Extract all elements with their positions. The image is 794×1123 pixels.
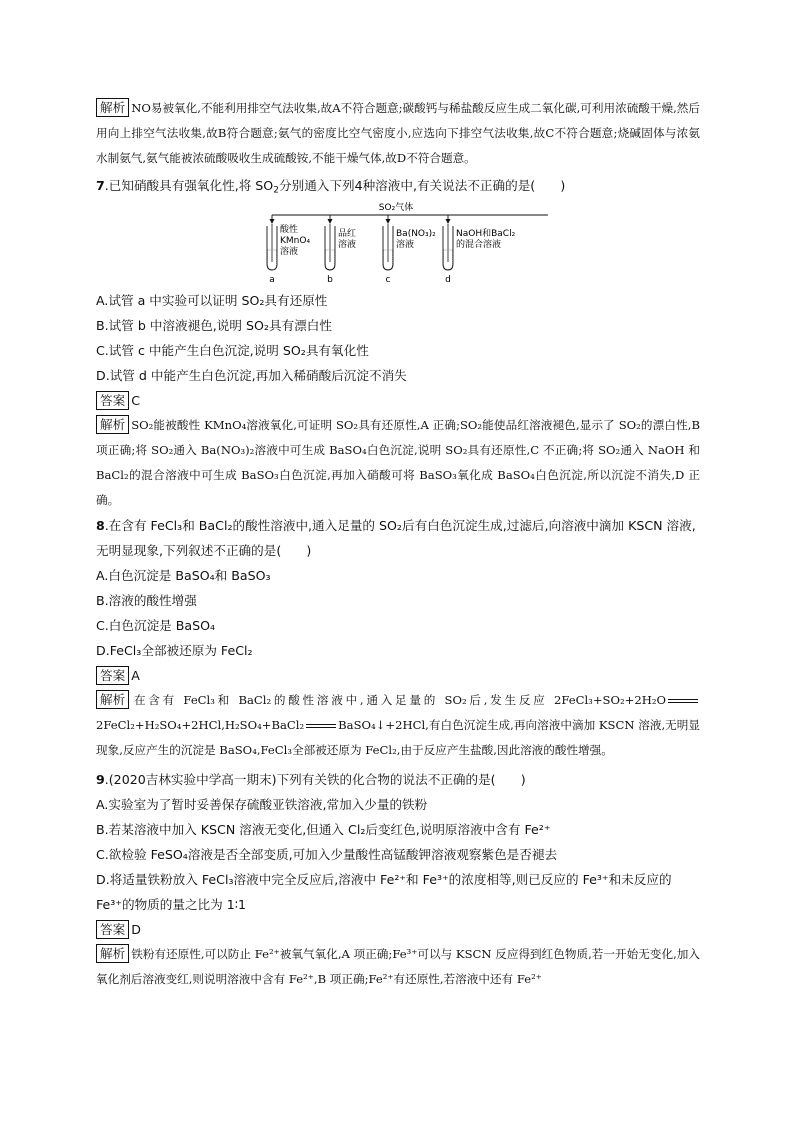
q9-option-a: A.实验室为了暂时妥善保存硫酸亚铁溶液,常加入少量的铁粉 xyxy=(96,797,428,812)
q8-option-c: C.白色沉淀是 BaSO₄ xyxy=(96,618,216,633)
q8-stem xyxy=(96,513,700,563)
tube-a-label-2: KMnO₄ xyxy=(280,236,311,246)
q7-option-a: A.试管 a 中实验可以证明 SO₂具有还原性 xyxy=(96,293,328,308)
q7-explanation-text: SO₂能被酸性 KMnO₄溶液氧化,可证明 SO₂具有还原性,A 正确;SO₂能使品红溶液褪色,显示了 SO₂的漂白性,B 项正确;将 SO₂通入 Ba(NO₃)₂溶液中可生成 BaSO₄白色沉淀,说明 SO₂具有还原性,C 不正确;将 SO₂通入 NaOH 和 BaCl₂的混合溶液中可生成 BaSO₃白色沉淀,再加入硝酸可将 BaSO₃氧化成 BaSO₄白色沉淀,所以沉淀不消失,D 正确。 xyxy=(96,418,700,507)
tubes-diagram xyxy=(266,200,526,288)
q7-explanation xyxy=(96,413,700,513)
q7-answer-value: C xyxy=(131,393,140,408)
q8-explanation xyxy=(96,688,700,763)
q8-option-a: A.白色沉淀是 BaSO₄和 BaSO₃ xyxy=(96,568,271,583)
q7-option-d: D.试管 d 中能产生白色沉淀,再加入稀硝酸后沉淀不消失 xyxy=(96,368,407,383)
tube-c-label-1: Ba(NO₃)₂ xyxy=(396,229,436,239)
tube-b-id: b xyxy=(327,275,333,285)
tube-d xyxy=(443,224,516,285)
tube-a-label-3: 溶液 xyxy=(280,247,299,257)
q9-option-b: B.若某溶液中加入 KSCN 溶液无变化,但通入 Cl₂后变红色,说明原溶液中含有 Fe²⁺ xyxy=(96,822,551,837)
gas-label: SO₂气体 xyxy=(378,203,414,213)
q7-answer xyxy=(96,388,700,413)
explanation-tag: 解析 xyxy=(96,944,129,963)
tube-d-label-2: 的混合溶液 xyxy=(456,240,502,250)
tube-d-id: d xyxy=(445,275,451,285)
q7-option-b: B.试管 b 中溶液褪色,说明 SO₂具有漂白性 xyxy=(96,318,332,333)
q7-number: 7 xyxy=(96,178,105,193)
explanation-tag: 解析 xyxy=(96,98,129,117)
q8-answer xyxy=(96,663,700,688)
q9-stem-text: .(2020吉林实验中学高一期末)下列有关铁的化合物的说法不正确的是( ) xyxy=(104,772,526,787)
q8-number: 8 xyxy=(96,518,105,533)
q8-option-d: D.FeCl₃全部被还原为 FeCl₂ xyxy=(96,643,253,658)
equation-equals-sign xyxy=(306,724,336,728)
q8-explanation-2: 2FeCl₂+H₂SO₄+2HCl,H₂SO₄+BaCl₂ xyxy=(96,718,305,732)
answer-tag: 答案 xyxy=(96,666,129,685)
q7-stem-sub: 2 xyxy=(273,185,279,196)
q9-number: 9 xyxy=(96,772,105,787)
tube-b-label-1: 品红 xyxy=(338,229,357,239)
tube-b xyxy=(325,224,356,285)
q7-stem-a: .已知硝酸具有强氧化性,将 SO xyxy=(104,178,274,193)
tube-a xyxy=(267,223,310,285)
q9-option-c: C.欲检验 FeSO₄溶液是否全部变质,可加入少量酸性高锰酸钾溶液观察紫色是否褪去 xyxy=(96,847,558,862)
tube-a-label-1: 酸性 xyxy=(280,225,299,235)
tube-b-label-2: 溶液 xyxy=(338,240,357,250)
tube-a-id: a xyxy=(269,275,275,285)
answer-tag: 答案 xyxy=(96,920,129,939)
q7-diagram xyxy=(96,200,700,288)
q9-option-d: D.将适量铁粉放入 FeCl₃溶液中完全反应后,溶液中 Fe²⁺和 Fe³⁺的浓度相等,则已反应的 Fe³⁺和未反应的 Fe³⁺的物质的量之比为 1∶1 xyxy=(96,872,672,912)
q6-explanation xyxy=(96,96,700,171)
q8-explanation-3: BaSO₄↓+2HCl,有白色沉淀生成,再向溶液中滴加 KSCN 溶液,无明显现象,反应产生的沉淀是 BaSO₄,FeCl₃全部被还原为 FeCl₂,由于反应产生盐酸,因此溶液的酸性增强。 xyxy=(96,718,700,757)
explanation-tag: 解析 xyxy=(96,690,129,709)
answer-tag: 答案 xyxy=(96,391,129,410)
tube-d-label-1: NaOH和BaCl₂ xyxy=(456,229,516,239)
q9-answer-value: D xyxy=(131,922,141,937)
q9-stem xyxy=(96,767,700,792)
q9-explanation xyxy=(96,942,700,992)
q8-answer-value: A xyxy=(131,668,140,683)
q7-option-c: C.试管 c 中能产生白色沉淀,说明 SO₂具有氧化性 xyxy=(96,343,369,358)
q7-stem xyxy=(96,173,700,198)
equation-equals-sign xyxy=(668,699,698,703)
q8-stem-text: .在含有 FeCl₃和 BaCl₂的酸性溶液中,通入足量的 SO₂后有白色沉淀生成,过滤后,向溶液中滴加 KSCN 溶液,无明显现象,下列叙述不正确的是( ) xyxy=(96,518,696,558)
explanation-tag: 解析 xyxy=(96,415,129,434)
q6-explanation-text: NO易被氧化,不能利用排空气法收集,故A不符合题意;碳酸钙与稀盐酸反应生成二氧化碳,可利用浓硫酸干燥,然后用向上排空气法收集,故B符合题意;氨气的密度比空气密度小,应选向下排空气法收集,故C不符合题意;烧碱固体与浓氨水制氨气,氨气能被浓硫酸吸收生成硫酸铵,不能干燥气体,故D不符合题意。 xyxy=(96,101,700,165)
tube-c-id: c xyxy=(385,275,391,285)
q9-answer xyxy=(96,917,700,942)
q8-option-b: B.溶液的酸性增强 xyxy=(96,593,197,608)
document-page xyxy=(96,96,700,992)
q8-explanation-1: 在含有 FeCl₃和 BaCl₂的酸性溶液中,通入足量的 SO₂后,发生反应 2FeCl₃+SO₂+2H₂O xyxy=(131,693,666,707)
q9-explanation-text: 铁粉有还原性,可以防止 Fe²⁺被氧气氧化,A 项正确;Fe³⁺可以与 KSCN 反应得到红色物质,若一开始无变化,加入氧化剂后溶液变红,则说明溶液中含有 Fe²⁺,B 项正确;Fe²⁺有还原性,若溶液中还有 Fe²⁺ xyxy=(96,947,700,986)
q7-stem-b: 分别通入下列4种溶液中,有关说法不正确的是( ) xyxy=(279,178,566,193)
tube-c xyxy=(383,224,436,285)
tube-c-label-2: 溶液 xyxy=(396,240,415,250)
